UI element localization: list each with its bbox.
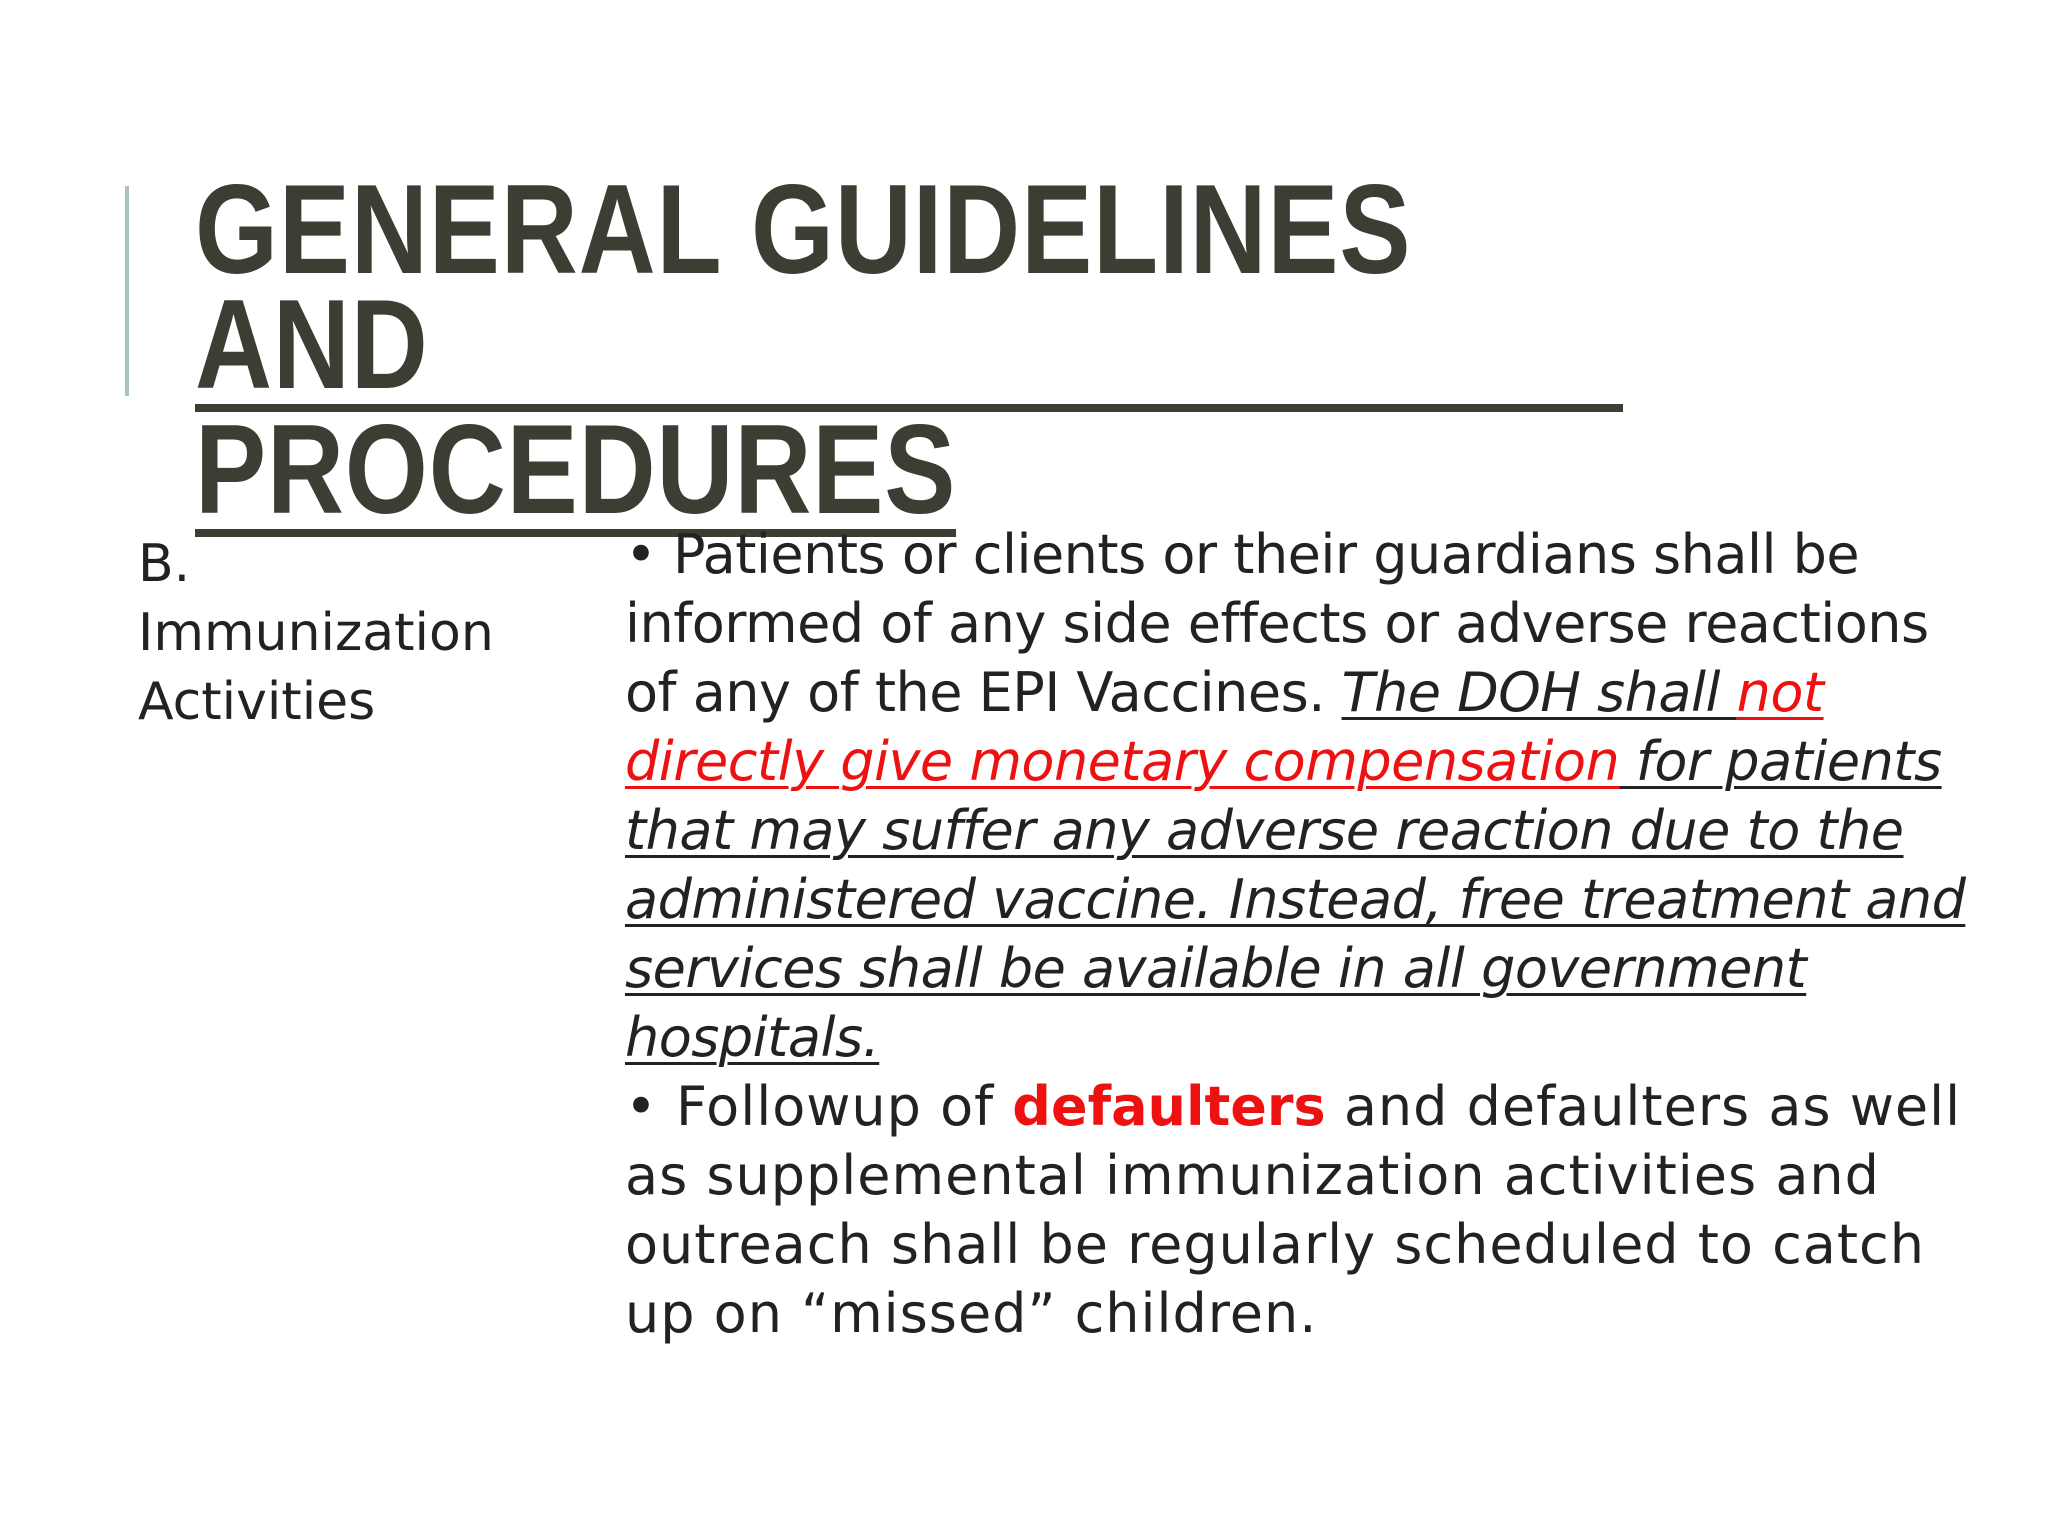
bullet-2-post-text: and defaulters as well as supplemental immunization activities and outreach shall be regularly scheduled to catch up on “missed” children. bbox=[625, 1075, 1962, 1345]
bullet-1-lead-text: Patients or clients or their guardians shall be informed of any side effects or adverse reactions of any of the EPI Vaccines. bbox=[625, 523, 1929, 724]
bullet-point-1 bbox=[625, 520, 1975, 1072]
title-line-1: GENERAL GUIDELINES AND bbox=[195, 172, 1623, 412]
bullet-2-highlight: defaulters bbox=[1012, 1075, 1326, 1138]
bullet-1-italic-text-a: The DOH shall bbox=[1341, 661, 1737, 724]
content-body bbox=[625, 520, 1975, 1348]
section-label bbox=[138, 530, 578, 737]
title-accent-bar bbox=[125, 186, 129, 396]
bullet-point-2 bbox=[625, 1072, 1975, 1348]
section-label-line-2: Immunization bbox=[138, 603, 494, 663]
title-line-2: PROCEDURES bbox=[195, 398, 957, 540]
slide-title bbox=[195, 158, 1623, 540]
bullet-1-marker: • bbox=[625, 523, 674, 586]
section-label-line-1: B. bbox=[138, 534, 191, 594]
bullet-1-italic-text-b: for patients that may suffer any adverse reaction due to the administered vaccine. Instead, free treatment and services shall be available in all government hospitals. bbox=[625, 730, 1966, 1069]
bullet-2-marker: • bbox=[625, 1075, 677, 1138]
bullet-2-pre-text: Followup of bbox=[676, 1075, 1013, 1138]
bullet-1-emphasis-text: not directly give monetary compensation bbox=[625, 661, 1824, 793]
section-label-line-3: Activities bbox=[138, 672, 376, 732]
